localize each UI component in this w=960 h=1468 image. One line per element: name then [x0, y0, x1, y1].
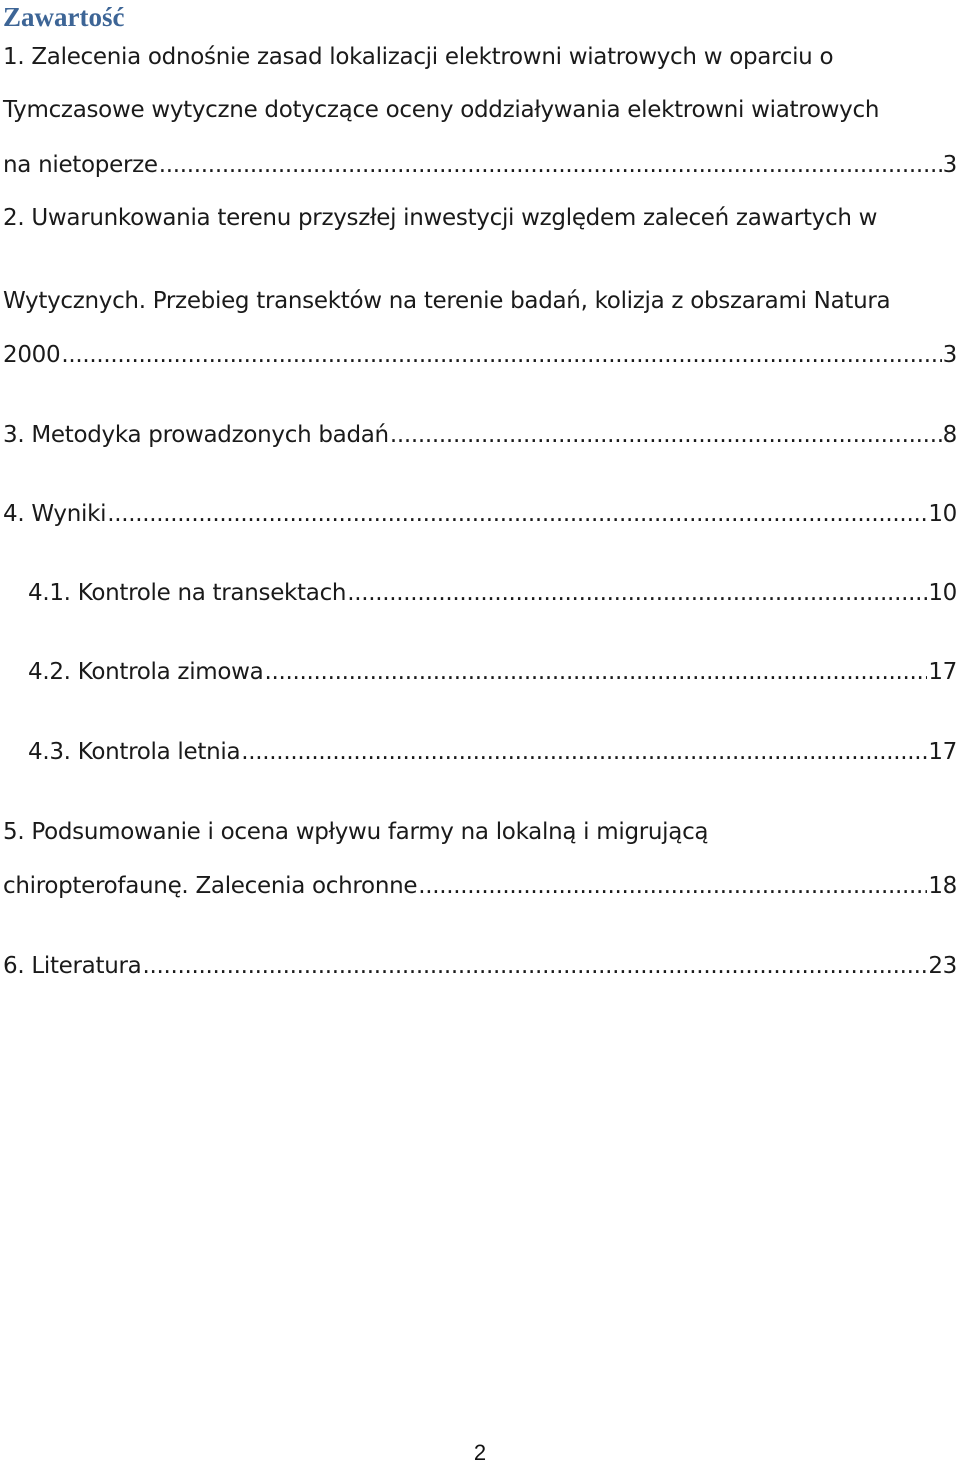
dot-leader [418, 871, 927, 901]
toc-entry-text: Tymczasowe wytyczne dotyczące oceny oddziaływania elektrowni wiatrowych [3, 97, 880, 123]
toc-entry-text: 4. Wyniki [3, 501, 107, 527]
toc-entry-page: 17 [928, 739, 957, 765]
toc-entry-text: 4.2. Kontrola zimowa [28, 659, 264, 685]
toc-entry-text: 6. Literatura [3, 953, 142, 979]
toc-entry-text: 3. Metodyka prowadzonych badań [3, 422, 389, 448]
toc-entry-leader-line [3, 340, 957, 370]
dot-leader [61, 340, 941, 370]
toc-entry-page: 8 [942, 422, 957, 448]
toc-entry-4-2[interactable] [28, 657, 957, 687]
toc-entry-leader-line [3, 871, 957, 901]
toc-entry-leader-line [3, 150, 957, 180]
toc-entry-text: 5. Podsumowanie i ocena wpływu farmy na lokalną i migrującą [3, 819, 709, 845]
toc-entry-page: 10 [928, 580, 957, 606]
toc-entry-text: 4.1. Kontrole na transektach [28, 580, 347, 606]
toc-heading: Zawartość [3, 2, 125, 32]
toc-entry-page: 17 [928, 659, 957, 685]
dot-leader [390, 420, 942, 450]
dot-leader [107, 499, 927, 529]
toc-entry-text: 2000 [3, 342, 61, 368]
toc-entry-text: 2. Uwarunkowania terenu przyszłej inwestycji względem zaleceń zawartych w [3, 205, 878, 231]
toc-entry-text: na nietoperze [3, 152, 158, 178]
toc-entry-page: 10 [928, 501, 957, 527]
dot-leader [142, 951, 927, 981]
toc-entry-page: 3 [942, 152, 957, 178]
toc-entry-4-3[interactable] [28, 737, 957, 767]
page-number: 2 [473, 1440, 487, 1465]
toc-entry-page: 23 [928, 953, 957, 979]
toc-entry-text: 1. Zalecenia odnośnie zasad lokalizacji elektrowni wiatrowych w oparciu o [3, 44, 834, 70]
toc-entry-4[interactable] [3, 499, 957, 529]
toc-entry-4-1[interactable] [28, 578, 957, 608]
dot-leader [347, 578, 927, 608]
toc-entry-text: Wytycznych. Przebieg transektów na terenie badań, kolizja z obszarami Natura [3, 288, 891, 314]
toc-entry-6[interactable] [3, 951, 957, 981]
dot-leader [159, 150, 942, 180]
toc-entry-text: 4.3. Kontrola letnia [28, 739, 241, 765]
toc-entry-page: 18 [928, 873, 957, 899]
dot-leader [241, 737, 927, 767]
toc-entry-page: 3 [942, 342, 957, 368]
toc-entry-3[interactable] [3, 420, 957, 450]
toc-entry-text: chiropterofaunę. Zalecenia ochronne [3, 873, 418, 899]
dot-leader [264, 657, 927, 687]
